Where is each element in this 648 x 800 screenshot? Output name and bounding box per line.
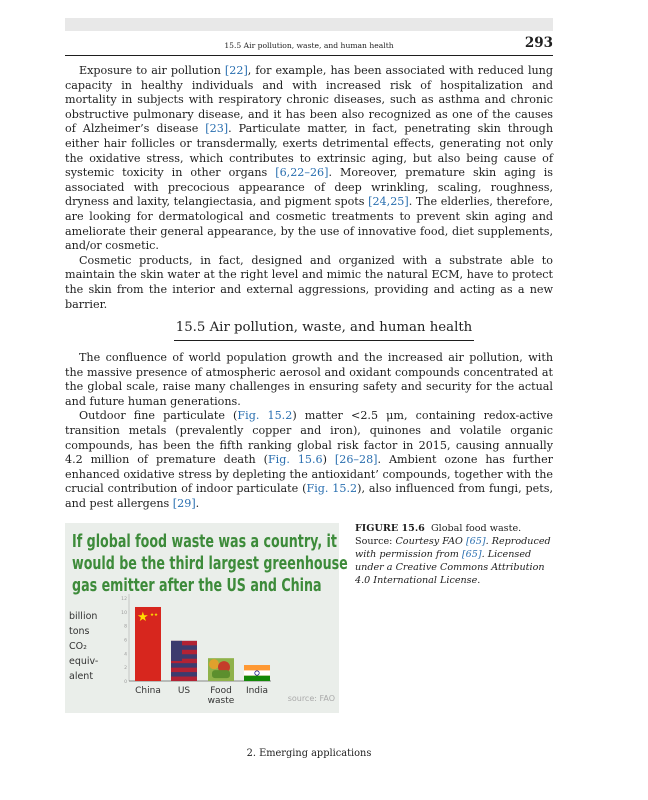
paragraph-text: ) matter <2.5 μm, containing redox-active transition metals (prevalently copper and iron), quinones and volatile organic compounds, has been the fifth ranking global risk factor in 2015, causing annually 4.2 million of premature death ( — [65, 409, 554, 467]
us-flag-stripe — [171, 668, 197, 672]
us-flag-canton — [171, 641, 182, 661]
paragraph-text: . Ambient ozone has further enhanced oxidative stress by depleting the antioxidant’ compounds, together with the crucial contribution of indoor particulate ( — [65, 453, 553, 496]
paragraph-text: , for example, has been associated with reduced lung capacity in healthy individuals and with increased risk of hospitalization and mortality in subjects with respiratory chronic diseases, such as asthma and chronic obstructive pulmonary disease, and it has been also recognized as one of the causes of Alzheimer’s disease — [65, 64, 553, 136]
page-number: 293 — [524, 35, 553, 51]
source-note: source: FAO — [287, 694, 335, 703]
paragraph-text: . — [195, 496, 200, 510]
x-category-label: India — [245, 686, 269, 696]
caption-text: Global food waste. Source: — [355, 523, 522, 547]
citation-link[interactable]: Fig. 15.6 — [267, 453, 323, 467]
caption-courtesy: Courtesy FAO — [395, 536, 466, 547]
paragraph-1 — [65, 64, 553, 254]
x-category-label: Food — [210, 686, 232, 696]
unit-label-line: alent — [69, 671, 94, 682]
unit-label-line: billion — [69, 611, 98, 622]
citation-link[interactable]: Fig. 15.2 — [237, 409, 293, 423]
page-top-tab — [65, 18, 553, 31]
page-footer: 2. Emerging applications — [246, 748, 372, 759]
india-flag-green — [244, 676, 270, 681]
y-tick-label: 6 — [124, 638, 127, 644]
headline-line-3: gas emitter after the US and China — [72, 576, 322, 596]
paragraph-text: Outdoor fine particulate ( — [79, 409, 238, 423]
paragraph-text: Exposure to air pollution — [79, 64, 225, 77]
figure-caption — [355, 522, 554, 587]
food-orange-icon — [209, 659, 219, 669]
citation-link[interactable]: [23] — [205, 122, 229, 136]
section-title: 15.5 Air pollution, waste, and human health — [174, 318, 474, 341]
paragraph-text: ), also influenced from fungi, pets, and pest allergens — [65, 482, 553, 510]
india-flag-saffron — [244, 665, 270, 670]
unit-label-line: equiv- — [69, 656, 99, 667]
citation-link[interactable]: [6,22–26] — [275, 166, 329, 180]
page-header — [65, 33, 553, 56]
citation-link[interactable]: Fig. 15.2 — [306, 482, 358, 496]
unit-label-line: tons — [69, 626, 90, 637]
caption-ref-1[interactable]: [65] — [465, 536, 486, 547]
paragraph-text: . Moreover, premature skin aging is associated with precocious appearance of deep wrinkling, scaling, roughness, dryness and laxity, telangiectasia, and pigment spots — [65, 166, 553, 209]
running-title: 15.5 Air pollution, waste, and human health — [224, 41, 394, 50]
paragraph-text: Cosmetic products, in fact, designed and organized with a substrate able to maintain the skin water at the right level and mimic the natural ECM, have to protect the skin from the interior and external aggressions, providing and acting as a new barrier. — [65, 253, 553, 311]
caption-label: FIGURE 15.6 — [355, 523, 425, 534]
citation-link[interactable]: [29] — [172, 496, 196, 510]
headline-line-2: would be the third largest greenhouse — [72, 554, 348, 574]
china-flag-star-icon: ★ — [137, 609, 149, 625]
paragraph-text: ) — [322, 453, 335, 467]
caption-license: . Licensed under a Creative Commons Attribution 4.0 International License. — [355, 549, 545, 586]
caption-ref-2[interactable]: [65] — [461, 549, 482, 560]
paragraph-2 — [65, 254, 553, 312]
y-tick-label: 4 — [124, 652, 127, 658]
body-block-1 — [65, 64, 553, 312]
paragraph-3 — [65, 351, 553, 409]
headline-line-1: If global food waste was a country, it — [72, 532, 337, 552]
food-greens-icon — [212, 670, 230, 678]
paragraph-text: . The elderlies, therefore, are looking for dermatological and cosmetic treatments to prevent skin aging and ameliorate their general appearance, by the use of innovative food, diet supplements, and/or cosmetic. — [65, 195, 553, 253]
paragraph-4 — [65, 409, 553, 511]
citation-link[interactable]: [22] — [224, 64, 248, 77]
unit-label-line: CO₂ — [69, 641, 87, 652]
body-block-2 — [65, 351, 553, 512]
x-category-label: US — [177, 686, 191, 696]
china-flag-small-stars-icon: ★★ — [150, 612, 159, 618]
y-tick-label: 10 — [121, 610, 127, 616]
paragraph-text: The confluence of world population growth and the increased air pollution, with the massive presence of atmospheric aerosol and oxidant compounds concentrated at the global scale, raise many challenges in ensuring safety and security for the actual and future human generations. — [65, 351, 553, 408]
caption-permission: . Reproduced with permission from — [355, 536, 551, 560]
x-category-label: waste — [207, 696, 235, 706]
citation-link[interactable]: [24,25] — [368, 195, 409, 209]
y-tick-label: 0 — [124, 680, 127, 685]
y-tick-label: 8 — [124, 624, 127, 630]
paragraph-text: . Particulate matter, in fact, penetrating skin through either hair follicles or transdermally, exerts detrimental effects, generating not only the oxidative stress, which contributes to extrinsic aging, but also being cause of systemic toxicity in other organs — [65, 122, 553, 180]
bar-chart — [65, 523, 348, 713]
food-waste-infographic — [65, 523, 348, 713]
y-tick-label: 2 — [124, 666, 127, 672]
citation-link[interactable]: [26–28] — [334, 453, 378, 467]
x-category-label: China — [135, 686, 161, 696]
y-tick-label: 12 — [121, 597, 127, 602]
us-flag-stripe — [171, 677, 197, 681]
